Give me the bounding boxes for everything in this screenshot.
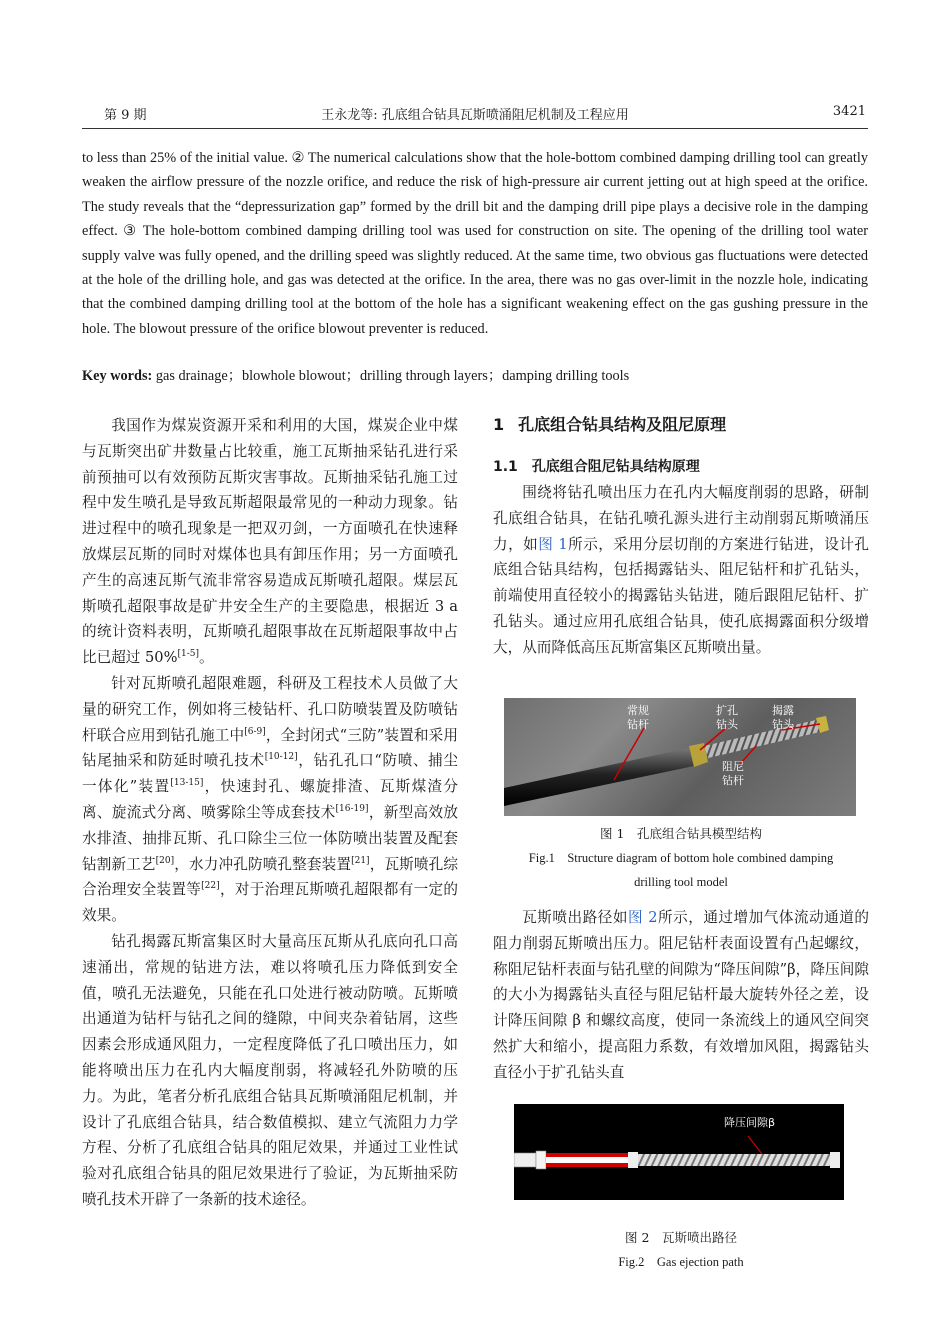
running-title: 王永龙等: 孔底组合钻具瓦斯喷涌阻尼机制及工程应用 <box>321 108 629 123</box>
citation[interactable]: [22] <box>201 881 220 892</box>
abstract-text: to less than 25% of the initial value. ② The numerical calculations show that the hole-bottom combined damping drilling tool can greatly weaken the airflow pressure of the nozzle orifice, and reduce the risk of high-pressure air current jetting out at high speed at the orifice. The study reveals that the “depressurization gap” formed by the drill bit and the damping drill pipe plays a decisive role in the damping effect. ③ The hole-bottom combined damping drilling tool was used for construction on site. The opening of the drilling tool water supply valve was fully opened, and the drilling speed was slightly reduced. At the same time, two obvious gas fluctuations were detected at the hole of the drilling hole, and gas was detected at the orifice. In the area, there was no gas over-limit in the nozzle hole, indicating that the combined damping drilling tool at the bottom of the hole has a significant weakening effect on the gas gushing pressure in the hole. The blowout pressure of the orifice blowout preventer is reduced. <box>82 150 868 337</box>
label-exposing-bit: 揭露 <box>772 704 794 717</box>
exposing-bit <box>830 1152 840 1168</box>
citation[interactable]: [13-15] <box>170 778 204 789</box>
section-heading: 1 孔底组合钻具结构及阻尼原理 <box>493 415 727 434</box>
citation[interactable]: [1-5] <box>177 649 199 660</box>
conventional-drill-pipe <box>514 1153 536 1167</box>
citation[interactable]: [16-19] <box>335 804 369 815</box>
keywords-line <box>82 364 868 388</box>
header-rule <box>82 128 868 129</box>
citation[interactable]: [10-12] <box>264 752 298 763</box>
intro-paragraph-1: 我国作为煤炭资源开采和利用的大国，煤炭企业中煤与瓦斯突出矿井数量占比较重，施工瓦斯抽采钻孔进行采前预抽可以有效预防瓦斯灾害事故。瓦斯抽采钻孔施工过程中发生喷孔是导致瓦斯超限最常见的一种动力现象。钻进过程中的喷孔现象是一把双刃剑，一方面喷孔在快速释放煤层瓦斯的同时对煤体也具有卸压作用；另一方面喷孔产生的高速瓦斯气流非常容易造成瓦斯喷孔超限。煤层瓦斯喷孔超限事故是矿井安全生产的主要隐患，根据近 3 a 的统计资料表明，瓦斯喷孔超限事故在瓦斯超限事故中占比已超过 50%[1-5]。 <box>82 417 458 667</box>
reaming-bit <box>628 1152 638 1168</box>
keywords-label: Key words: <box>82 368 153 384</box>
svg-text:钻头: 钻头 <box>772 718 794 731</box>
figure-1-image <box>504 698 856 816</box>
section-paragraph-2: 瓦斯喷出路径如图 2所示，通过增加气体流动通道的阻力削弱瓦斯喷出压力。阻尼钻杆表面设置有凸起螺纹，称阻尼钻杆表面与钻孔壁的间隙为“降压间隙”β，降压间隙的大小为揭露钻头直径与阻尼钻杆最大旋转外径之差，设计降压间隙 β 和螺纹高度，使同一条流线上的通风空间突然扩大和缩小，提高阻力系数，有效增加风阻，揭露钻头直径小于扩孔钻头直 <box>493 909 869 1081</box>
figure-1-caption: 图 1 孔底组合钻具模型结构 Fig.1 Structure diagram of bottom hole combined damping drilling tool model <box>528 826 834 889</box>
conventional-drill-pipe <box>504 748 694 806</box>
damping-drill-pipe <box>638 1154 830 1166</box>
label-conventional-pipe: 常规 <box>627 704 649 717</box>
citation[interactable]: [20] <box>155 855 175 866</box>
figure-2-image <box>514 1104 844 1200</box>
left-column <box>82 413 458 1213</box>
label-damping-pipe: 阻尼 <box>722 760 744 773</box>
section-paragraph-1: 围绕将钻孔喷出压力在孔内大幅度削弱的思路，研制孔底组合钻具，在钻孔喷孔源头进行主动削弱瓦斯喷涌压力，如图 1所示，采用分层切削的方案进行钻进，设计孔底组合钻具结构，包括揭露钻头、阻尼钻杆和扩孔钻头，前端使用直径较小的揭露钻头钻进，随后跟阻尼钻杆、扩孔钻头。通过应用孔底组合钻具，使孔底揭露面积分级增大，从而降低高压瓦斯富集区瓦斯喷出量。 <box>493 484 869 656</box>
figure-2-link[interactable]: 图 2 <box>627 909 658 926</box>
intro-paragraph-2: 针对瓦斯喷孔超限难题，科研及工程技术人员做了大量的研究工作，例如将三棱钻杆、孔口防喷装置及防喷钻杆联合应用到钻孔施工中[6-9]，全封闭式“三防”装置和采用钻尾抽采和防延时喷孔技术[10-12]，钻孔孔口“防喷、捕尘一体化”装置[13-15]，快速封孔、螺旋排渣、瓦斯煤渣分离、旋流式分离、喷雾除尘等成套技术[16-19]，新型高效放水排渣、抽排瓦斯、孔口除尘三位一体防喷出装置及配套钻割新工艺[20]，水力冲孔防喷孔整套装置[21]，瓦斯喷孔综合治理安全装置等[22]，对于治理瓦斯喷孔超限都有一定的效果。 <box>82 674 458 925</box>
label-reaming-bit: 扩孔 <box>716 704 738 717</box>
intro-paragraph-3: 钻孔揭露瓦斯富集区时大量高压瓦斯从孔底向孔口高速涌出，常规的钻进方法，难以将喷孔压力降低到安全值，喷孔无法避免，只能在孔口处进行被动防喷。瓦斯喷出通道为钻杆与钻孔之间的缝隙，中间夹杂着钻屑，这些因素会形成通风阻力，一定程度降低了孔口喷出压力，如能将喷出压力在孔内大幅度削弱，将减轻孔外防喷的压力。为此，笔者分析孔底组合钻具瓦斯喷涌阻尼机制，并设计了孔底组合钻具，结合数值模拟、建立气流阻力力学方程、分析了孔底组合钻具的阻尼效果，并通过工业性试验对孔底组合钻具的阻尼效果进行了验证，为瓦斯抽采防喷孔技术开辟了一条新的技术途径。 <box>82 932 458 1208</box>
label-depressurization-gap: 降压间隙β <box>724 1116 776 1129</box>
running-header <box>82 104 868 124</box>
citation[interactable]: [6-9] <box>244 726 266 737</box>
svg-text:钻杆: 钻杆 <box>627 718 649 731</box>
citation[interactable]: [21] <box>351 855 370 866</box>
svg-text:钻杆: 钻杆 <box>722 774 744 787</box>
keywords: gas drainage；blowhole blowout；drilling through layers；damping drilling tools <box>155 368 630 384</box>
figure-2-caption: 图 2 瓦斯喷出路径 Fig.2 Gas ejection path <box>618 1230 744 1269</box>
figure-1-link[interactable]: 图 1 <box>538 535 568 553</box>
page-number: 3421 <box>832 104 866 119</box>
subsection-heading: 1.1 孔底组合阻尼钻具结构原理 <box>493 459 700 475</box>
svg-text:钻头: 钻头 <box>716 718 738 731</box>
issue-number: 第 9 期 <box>104 108 147 123</box>
